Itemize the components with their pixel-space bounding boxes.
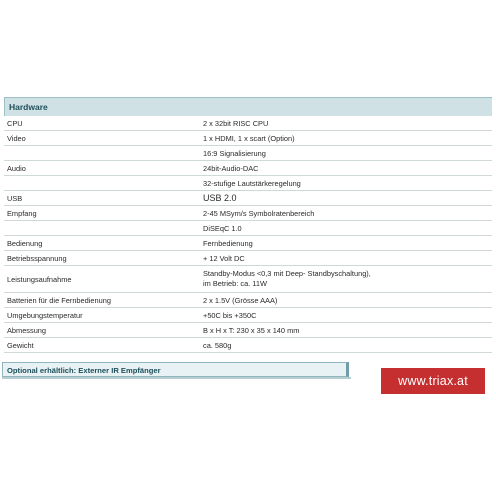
row-value-line: im Betrieb: ca. 11W <box>203 279 267 288</box>
table-row <box>4 251 492 266</box>
spec-table <box>4 116 492 353</box>
row-label: Leistungsaufnahme <box>4 266 197 293</box>
row-value: 16:9 Signalisierung <box>197 146 492 161</box>
brand-url-badge: www.triax.at <box>381 368 485 394</box>
row-value: 2 x 1.5V (Grösse AAA) <box>197 293 492 308</box>
row-value: USB 2.0 <box>197 191 492 206</box>
section-header-hardware: Hardware <box>4 98 492 116</box>
row-label: Gewicht <box>4 338 197 353</box>
table-row <box>4 191 492 206</box>
row-value: 24bit-Audio-DAC <box>197 161 492 176</box>
row-value: 2-45 MSym/s Symbolratenbereich <box>197 206 492 221</box>
row-label: Batterien für die Fernbedienung <box>4 293 197 308</box>
row-label: Betriebsspannung <box>4 251 197 266</box>
table-row <box>4 161 492 176</box>
row-label: Bedienung <box>4 236 197 251</box>
table-row <box>4 206 492 221</box>
table-row <box>4 176 492 191</box>
row-label: Abmessung <box>4 323 197 338</box>
optional-box-shadow <box>2 377 351 379</box>
row-label: USB <box>4 191 197 206</box>
optional-accessory-note: Optional erhältlich: Externer IR Empfänger <box>2 362 349 377</box>
table-row <box>4 308 492 323</box>
table-row <box>4 323 492 338</box>
row-value: DiSEqC 1.0 <box>197 221 492 236</box>
row-value: 32-stufige Lautstärkeregelung <box>197 176 492 191</box>
spec-sheet <box>4 97 492 353</box>
row-value: Fernbedienung <box>197 236 492 251</box>
row-label: Empfang <box>4 206 197 221</box>
row-value: 2 x 32bit RISC CPU <box>197 116 492 131</box>
row-label <box>4 146 197 161</box>
table-row <box>4 146 492 161</box>
row-label: Umgebungstemperatur <box>4 308 197 323</box>
table-row <box>4 131 492 146</box>
row-label: Audio <box>4 161 197 176</box>
row-label <box>4 221 197 236</box>
row-value: + 12 Volt DC <box>197 251 492 266</box>
row-value: ca. 580g <box>197 338 492 353</box>
table-row <box>4 221 492 236</box>
row-value: +50C bis +350C <box>197 308 492 323</box>
table-row <box>4 266 492 293</box>
table-row <box>4 116 492 131</box>
row-value: 1 x HDMI, 1 x scart (Option) <box>197 131 492 146</box>
row-label: CPU <box>4 116 197 131</box>
table-row <box>4 236 492 251</box>
row-value <box>197 266 492 293</box>
row-label <box>4 176 197 191</box>
row-label: Video <box>4 131 197 146</box>
table-row <box>4 338 492 353</box>
table-row <box>4 293 492 308</box>
row-value: B x H x T: 230 x 35 x 140 mm <box>197 323 492 338</box>
row-value-line: Standby-Modus <0,3 mit Deep- Standbyschaltung), <box>203 269 371 278</box>
